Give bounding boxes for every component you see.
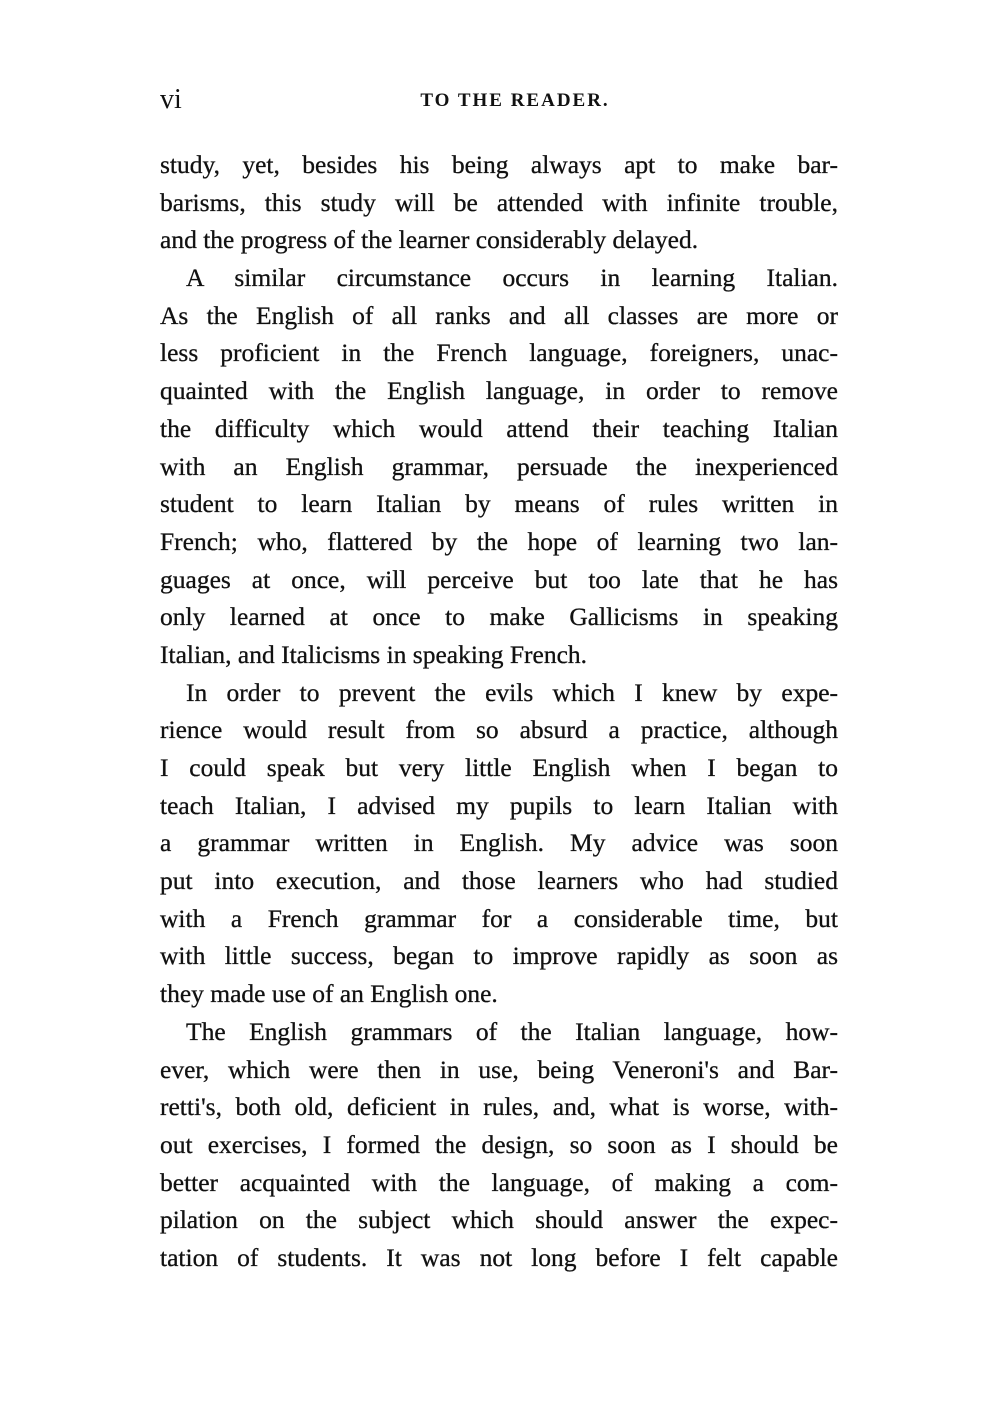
text-line: with little success, began to improve rapidly as soon as: [160, 941, 838, 971]
text-line: tation of students. It was not long before I felt capable: [160, 1242, 838, 1272]
text-line: a grammar written in English. My advice was soon: [160, 828, 838, 858]
text-line: retti's, both old, deficient in rules, and, what is worse, with-: [160, 1092, 838, 1122]
text-line: quainted with the English language, in order to remove: [160, 376, 838, 406]
text-line: guages at once, will perceive but too late that he has: [160, 564, 838, 594]
text-line: study, yet, besides his being always apt to make bar-: [160, 150, 838, 179]
text-line: the difficulty which would attend their teaching Italian: [160, 413, 838, 443]
body-text: [160, 146, 838, 1277]
text-line: The English grammars of the Italian language, how-: [186, 1016, 838, 1046]
text-line: less proficient in the French language, foreigners, unac-: [160, 338, 838, 368]
text-line: only learned at once to make Gallicisms in speaking: [160, 602, 838, 632]
text-line: Italian, and Italicisms in speaking French.: [160, 639, 588, 669]
text-line: and the progress of the learner considerably delayed.: [160, 225, 699, 255]
text-line: rience would result from so absurd a practice, although: [160, 715, 838, 745]
text-line: with a French grammar for a considerable time, but: [160, 903, 838, 933]
text-line: student to learn Italian by means of rules written in: [160, 489, 838, 519]
text-line: they made use of an English one.: [160, 979, 498, 1009]
text-line: A similar circumstance occurs in learning Italian.: [186, 263, 838, 293]
text-line: better acquainted with the language, of making a com-: [160, 1167, 838, 1197]
text-line: with an English grammar, persuade the inexperienced: [160, 451, 838, 481]
text-line: ever, which were then in use, being Veneroni's and Bar-: [160, 1054, 838, 1084]
text-line: barisms, this study will be attended with infinite trouble,: [160, 187, 838, 217]
text-line: pilation on the subject which should answer the expec-: [160, 1205, 838, 1235]
page-number: vi: [160, 84, 182, 115]
text-line: put into execution, and those learners who had studied: [160, 866, 838, 896]
running-title: TO THE READER.: [420, 90, 610, 111]
text-line: French; who, flattered by the hope of learning two lan-: [160, 526, 838, 556]
text-line: teach Italian, I advised my pupils to learn Italian with: [160, 790, 838, 820]
text-line: out exercises, I formed the design, so soon as I should be: [160, 1129, 838, 1159]
text-line: I could speak but very little English when I began to: [160, 753, 838, 782]
text-line: In order to prevent the evils which I knew by expe-: [186, 677, 838, 707]
text-line: As the English of all ranks and all classes are more or: [160, 300, 838, 330]
